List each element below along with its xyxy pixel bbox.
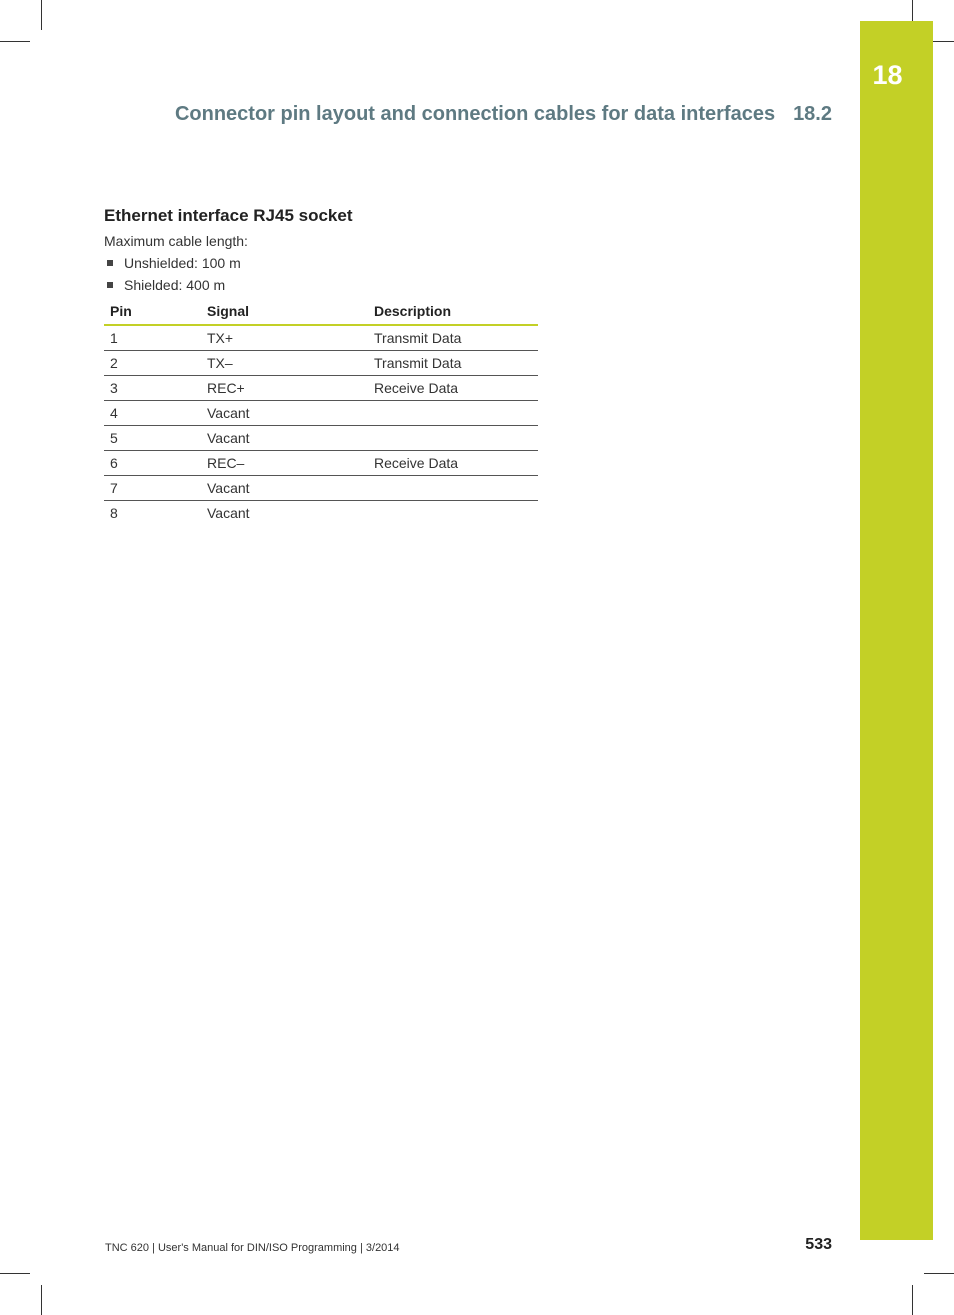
table-row — [104, 401, 538, 426]
cell-description — [368, 476, 538, 501]
cell-pin: 4 — [104, 401, 201, 426]
cell-description: Receive Data — [368, 451, 538, 476]
bullet-text: Shielded: 400 m — [124, 277, 226, 293]
cell-signal: Vacant — [201, 476, 368, 501]
table-row — [104, 501, 538, 526]
table-row — [104, 376, 538, 401]
header-section-number: 18.2 — [793, 103, 832, 125]
crop-mark — [41, 1285, 42, 1315]
cell-signal: Vacant — [201, 401, 368, 426]
bullet-list — [104, 255, 241, 299]
cell-pin: 7 — [104, 476, 201, 501]
cell-pin: 6 — [104, 451, 201, 476]
bullet-square-icon — [107, 282, 113, 288]
table-row — [104, 426, 538, 451]
cell-pin: 2 — [104, 351, 201, 376]
bullet-text: Unshielded: 100 m — [124, 255, 241, 271]
chapter-tab — [860, 21, 933, 1240]
cell-description — [368, 426, 538, 451]
header-title: Connector pin layout and connection cables for data interfaces — [174, 103, 776, 125]
table-header-row — [104, 298, 538, 325]
intro-text: Maximum cable length: — [104, 233, 248, 249]
pin-table — [104, 298, 538, 525]
cell-description: Transmit Data — [368, 351, 538, 376]
cell-signal: TX– — [201, 351, 368, 376]
cell-pin: 5 — [104, 426, 201, 451]
crop-mark — [41, 0, 42, 30]
crop-mark — [0, 41, 30, 42]
column-header-description: Description — [368, 298, 538, 325]
section-title: Ethernet interface RJ45 socket — [104, 206, 353, 225]
list-item — [104, 277, 241, 299]
cell-signal: REC– — [201, 451, 368, 476]
cell-description — [368, 501, 538, 526]
cell-pin: 1 — [104, 325, 201, 351]
cell-signal: Vacant — [207, 505, 250, 521]
cell-signal: REC+ — [201, 376, 368, 401]
cell-description: Transmit Data — [368, 325, 538, 351]
column-header-signal: Signal — [201, 298, 368, 325]
crop-mark — [912, 1285, 913, 1315]
cell-pin: 8 — [110, 505, 118, 521]
crop-mark — [0, 1273, 30, 1274]
list-item — [104, 255, 241, 277]
bullet-square-icon — [107, 260, 113, 266]
cell-description — [368, 401, 538, 426]
footer-text: TNC 620 | User's Manual for DIN/ISO Programming | 3/2014 — [105, 1242, 400, 1254]
column-header-pin: Pin — [104, 298, 201, 325]
table-row — [104, 351, 538, 376]
cell-pin: 3 — [104, 376, 201, 401]
running-header — [100, 103, 832, 126]
page-number: 533 — [805, 1236, 832, 1253]
cell-signal: TX+ — [201, 325, 368, 351]
table-row — [104, 451, 538, 476]
table-row — [104, 325, 538, 351]
cell-signal: Vacant — [201, 426, 368, 451]
cell-description: Receive Data — [368, 376, 538, 401]
chapter-number: 18 — [872, 60, 903, 90]
table-row — [104, 476, 538, 501]
crop-mark — [924, 1273, 954, 1274]
